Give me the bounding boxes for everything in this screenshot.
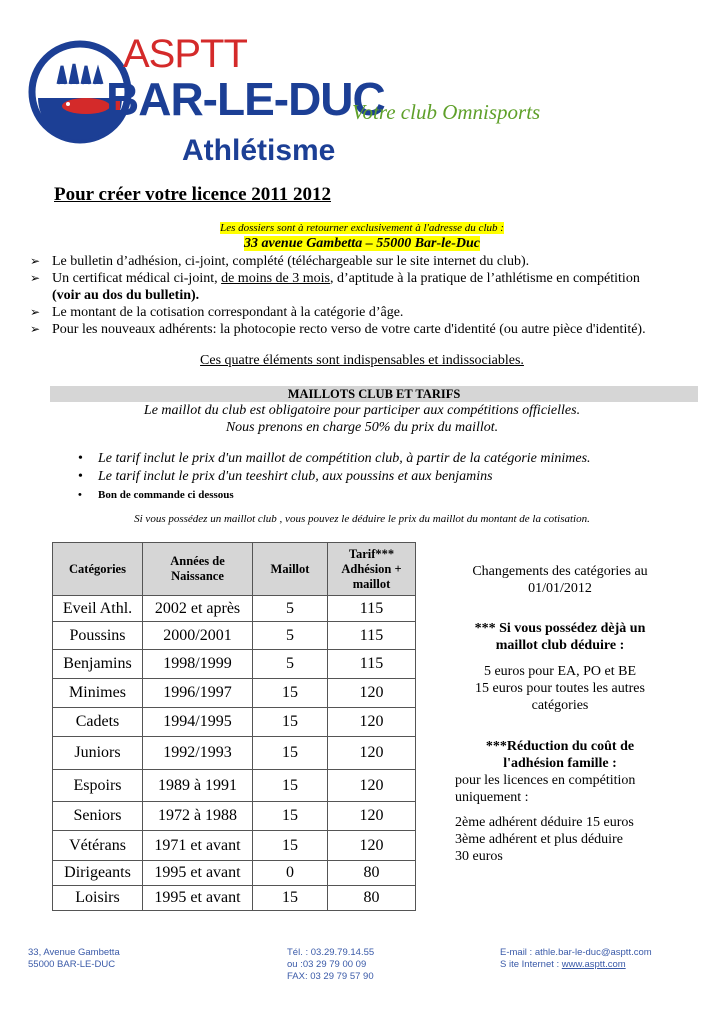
list-item — [30, 270, 670, 304]
list-item — [78, 450, 591, 468]
table-row — [53, 861, 416, 886]
cell-tarif: 80 — [328, 861, 416, 886]
deduct-note: Si vous possédez un maillot club , vous pouvez le déduire le prix du maillot du montant de la cotisation. — [134, 513, 590, 525]
cell-tarif: 115 — [328, 622, 416, 650]
cell-years: 1972 à 1988 — [143, 802, 253, 831]
reduction-line1: ***Réduction du coût de — [485, 739, 635, 754]
return-note — [0, 222, 724, 234]
possess-maillot-title — [452, 620, 668, 654]
tarif-bullet-3: Bon de commande ci dessous — [98, 489, 234, 501]
reduction-line2: l'adhésion famille : — [503, 756, 617, 771]
table-header-row — [53, 543, 416, 596]
document-item-1: Le bulletin d’adhésion, ci-joint, complété (téléchargeable sur le site internet du club). — [52, 254, 530, 269]
cell-category: Cadets — [53, 708, 143, 737]
footer-tel: Tél. : 03.29.79.14.55 — [287, 947, 375, 958]
reduction-body-line1: pour les licences en compétition — [455, 773, 636, 788]
possess-line1: *** Si vous possédez dèjà un — [474, 621, 646, 636]
cell-category: Espoirs — [53, 770, 143, 802]
cell-maillot: 5 — [253, 596, 328, 622]
cell-years: 2002 et après — [143, 596, 253, 622]
header-tarif — [328, 543, 416, 596]
list-item — [30, 304, 670, 321]
bullet-dot-icon: • — [78, 451, 83, 466]
document-item-2-bold: (voir au dos du bulletin). — [52, 288, 200, 303]
family-reduction-title — [452, 738, 668, 772]
tarif-bullet-1: Le tarif inclut le prix d'un maillot de compétition club, à partir de la catégorie minimes. — [98, 451, 591, 466]
document-item-2a: Un certificat médical ci-joint, — [52, 271, 222, 286]
changes-line2: 01/01/2012 — [528, 581, 592, 596]
document-item-3: Le montant de la cotisation correspondant à la catégorie d’âge. — [52, 305, 404, 320]
cell-category: Loisirs — [53, 886, 143, 911]
amount-line1: 2ème adhérent déduire 15 euros — [455, 815, 634, 830]
table-row — [53, 708, 416, 737]
required-documents-list — [30, 253, 670, 338]
table-row — [53, 622, 416, 650]
table-row — [53, 831, 416, 861]
cell-years: 1995 et avant — [143, 886, 253, 911]
essential-note: Ces quatre éléments sont indispensables et indissociables. — [200, 353, 524, 368]
category-changes-note — [452, 563, 668, 597]
return-note-text: Les dossiers sont à retourner exclusivement à l'adresse du club : — [220, 222, 504, 234]
footer-fax: FAX: 03 29 79 57 90 — [287, 971, 374, 982]
header-categories-text: Catégories — [69, 561, 126, 576]
page-title: Pour créer votre licence 2011 2012 — [54, 184, 331, 205]
footer-site-link[interactable]: www.asptt.com — [561, 959, 626, 970]
cell-years: 1995 et avant — [143, 861, 253, 886]
footer-email[interactable]: E-mail : athle.bar-le-duc@asptt.com — [500, 947, 652, 958]
cell-category: Eveil Athl. — [53, 596, 143, 622]
cell-years: 1971 et avant — [143, 831, 253, 861]
cell-years: 1998/1999 — [143, 650, 253, 679]
footer-site-label: S ite Internet : — [500, 959, 562, 970]
list-item — [78, 486, 591, 504]
footer-phones — [287, 947, 374, 983]
document-item-4: Pour les nouveaux adhérents: la photocopie recto verso de votre carte d'identité (ou autre pièce d'identité). — [52, 322, 646, 337]
header-annees-line1: Années de — [170, 554, 225, 568]
return-address — [0, 236, 724, 252]
table-row — [53, 802, 416, 831]
cell-maillot: 15 — [253, 737, 328, 770]
possess-line2: maillot club déduire : — [495, 638, 625, 653]
cell-tarif: 120 — [328, 770, 416, 802]
cell-category: Minimes — [53, 679, 143, 708]
reduction-body-line2: uniquement : — [455, 790, 529, 805]
amount-line2: 3ème adhérent et plus déduire — [455, 832, 623, 847]
amount-line3: 30 euros — [455, 849, 503, 864]
cell-category: Vétérans — [53, 831, 143, 861]
list-item — [78, 468, 591, 486]
cell-maillot: 5 — [253, 650, 328, 679]
rates-table-body — [53, 596, 416, 911]
header-maillot — [253, 543, 328, 596]
brand-city: BAR-LE-DUC — [106, 73, 385, 125]
brand-tagline: Votre club Omnisports — [352, 100, 541, 124]
list-item — [30, 253, 670, 270]
possess-body-line3: catégories — [531, 698, 589, 713]
cell-tarif: 115 — [328, 596, 416, 622]
footer-contact — [500, 947, 652, 971]
footer-tel-ou: ou :03 29 79 00 09 — [287, 959, 367, 970]
cell-tarif: 120 — [328, 831, 416, 861]
footer-address-line2: 55000 BAR-LE-DUC — [28, 959, 116, 970]
maillots-section-header: MAILLOTS CLUB ET TARIFS — [50, 386, 698, 402]
header-annees-line2: Naissance — [171, 569, 224, 583]
changes-line1: Changements des catégories au — [472, 564, 648, 579]
cell-tarif: 120 — [328, 737, 416, 770]
cell-tarif: 120 — [328, 802, 416, 831]
cell-years: 1994/1995 — [143, 708, 253, 737]
cell-maillot: 15 — [253, 679, 328, 708]
possess-maillot-body — [452, 663, 668, 714]
table-row — [53, 737, 416, 770]
footer-address-line1: 33, Avenue Gambetta — [28, 947, 120, 958]
document-item-2-underline: de moins de 3 mois — [221, 271, 330, 286]
section-name: Athlétisme — [182, 134, 336, 167]
list-item — [30, 321, 670, 338]
cell-tarif: 80 — [328, 886, 416, 911]
cell-tarif: 115 — [328, 650, 416, 679]
bullet-dot-icon: • — [78, 469, 83, 484]
cell-maillot: 5 — [253, 622, 328, 650]
cell-years: 1989 à 1991 — [143, 770, 253, 802]
family-reduction-amounts — [455, 814, 675, 865]
header-tarif-line2: Adhésion + — [341, 561, 402, 576]
tarif-bullets — [78, 450, 591, 504]
maillot-mandatory-text: Le maillot du club est obligatoire pour participer aux compétitions officielles. — [143, 403, 581, 418]
cell-tarif: 120 — [328, 679, 416, 708]
table-row — [53, 886, 416, 911]
arrow-bullet-icon: ➢ — [30, 322, 41, 336]
header-annees — [143, 543, 253, 596]
cell-category: Poussins — [53, 622, 143, 650]
arrow-bullet-icon: ➢ — [30, 305, 41, 319]
footer-address — [28, 947, 120, 971]
family-reduction-body — [455, 772, 675, 806]
header-tarif-line1: Tarif*** — [348, 546, 395, 561]
rates-table — [52, 542, 416, 911]
arrow-bullet-icon: ➢ — [30, 254, 41, 268]
header-tarif-line3: maillot — [352, 576, 391, 591]
cell-maillot: 15 — [253, 886, 328, 911]
arrow-bullet-icon: ➢ — [30, 271, 41, 285]
maillot-coverage-text: Nous prenons en charge 50% du prix du maillot. — [225, 420, 499, 435]
cell-years: 1996/1997 — [143, 679, 253, 708]
cell-category: Juniors — [53, 737, 143, 770]
cell-maillot: 15 — [253, 831, 328, 861]
cell-maillot: 15 — [253, 708, 328, 737]
cell-years: 1992/1993 — [143, 737, 253, 770]
table-row — [53, 650, 416, 679]
possess-body-line1: 5 euros pour EA, PO et BE — [483, 664, 637, 679]
document-item-2b: , d’aptitude à la pratique de l’athlétisme en compétition — [329, 271, 640, 286]
cell-tarif: 120 — [328, 708, 416, 737]
table-row — [53, 596, 416, 622]
cell-category: Seniors — [53, 802, 143, 831]
table-row — [53, 770, 416, 802]
cell-years: 2000/2001 — [143, 622, 253, 650]
table-row — [53, 679, 416, 708]
cell-maillot: 15 — [253, 802, 328, 831]
cell-maillot: 0 — [253, 861, 328, 886]
bullet-dot-icon: • — [78, 489, 82, 501]
tarif-bullet-2: Le tarif inclut le prix d'un teeshirt club, aux poussins et aux benjamins — [98, 469, 493, 484]
brand-asptt: ASPTT — [123, 32, 247, 76]
header-categories — [53, 543, 143, 596]
header-maillot-text: Maillot — [270, 561, 310, 576]
cell-category: Dirigeants — [53, 861, 143, 886]
cell-maillot: 15 — [253, 770, 328, 802]
cell-category: Benjamins — [53, 650, 143, 679]
return-address-text: 33 avenue Gambetta – 55000 Bar-le-Duc — [243, 236, 481, 251]
possess-body-line2: 15 euros pour toutes les autres — [475, 681, 645, 696]
